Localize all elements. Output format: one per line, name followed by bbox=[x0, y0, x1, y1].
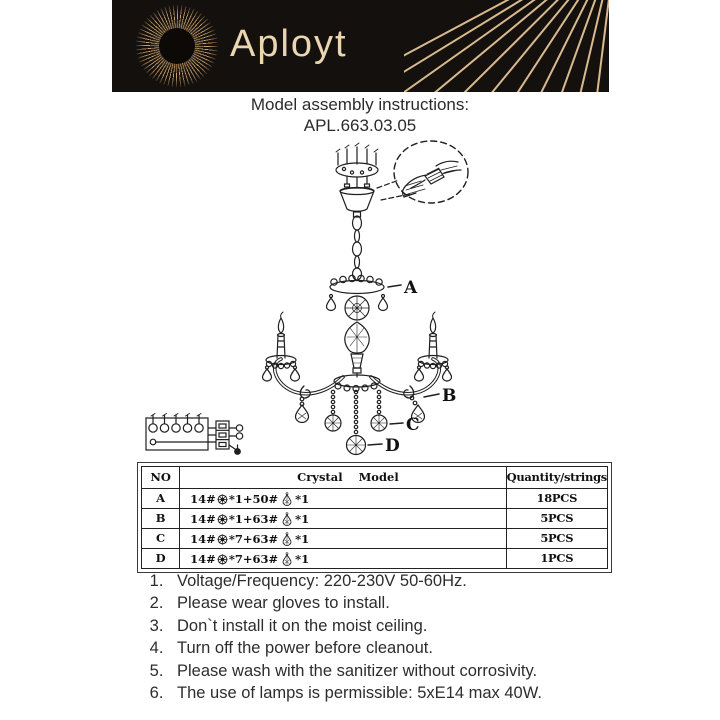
model-text: *1+50# bbox=[228, 491, 279, 506]
parts-table bbox=[141, 466, 608, 569]
brand-name: Aployt bbox=[230, 23, 348, 65]
row-qty: 5PCS bbox=[506, 509, 607, 529]
diagram-label-c: C bbox=[406, 415, 420, 435]
octagon-bead-crystal-icon bbox=[217, 514, 228, 525]
magnified-hands-wiring-detail bbox=[377, 141, 468, 203]
model-text: *7+63# bbox=[228, 531, 279, 546]
model-number: APL.663.03.05 bbox=[303, 116, 417, 135]
row-model bbox=[180, 489, 506, 509]
instruction-item: 6. The use of lamps is permissible: 5xE14 max 40W. bbox=[168, 682, 612, 704]
col-header-no: NO bbox=[142, 467, 180, 489]
instructions-list bbox=[138, 570, 612, 704]
table-row bbox=[142, 509, 608, 529]
teardrop-crystal-icon bbox=[282, 512, 292, 526]
teardrop-crystal-icon bbox=[282, 552, 292, 566]
title-block bbox=[0, 94, 720, 136]
row-model bbox=[180, 549, 506, 569]
row-model bbox=[180, 529, 506, 549]
row-qty: 1PCS bbox=[506, 549, 607, 569]
table-row bbox=[142, 489, 608, 509]
model-text: *1 bbox=[295, 511, 310, 526]
model-text: 14# bbox=[190, 511, 216, 526]
canopy bbox=[340, 188, 374, 218]
parts-table-frame bbox=[137, 462, 612, 573]
teardrop-crystal-icon bbox=[282, 532, 292, 546]
chandelier-assembly-diagram bbox=[128, 136, 532, 466]
instruction-item: 5. Please wash with the sanitizer without corrosivity. bbox=[168, 660, 612, 682]
label-leaders bbox=[368, 285, 439, 445]
brand-banner bbox=[112, 0, 609, 92]
instruction-item: 2. Please wear gloves to install. bbox=[168, 592, 612, 614]
table-header-row bbox=[142, 467, 608, 489]
teardrop-crystal-icon bbox=[282, 492, 292, 506]
diagram-label-b: B bbox=[442, 386, 457, 406]
row-no: D bbox=[142, 549, 180, 569]
row-qty: 18PCS bbox=[506, 489, 607, 509]
model-text: *7+63# bbox=[228, 551, 279, 566]
sunburst-logo-icon bbox=[136, 5, 218, 87]
row-qty: 5PCS bbox=[506, 529, 607, 549]
model-text: *1 bbox=[295, 491, 310, 506]
instruction-item: 3. Don`t install it on the moist ceiling. bbox=[168, 615, 612, 637]
model-text: 14# bbox=[190, 491, 216, 506]
row-no: C bbox=[142, 529, 180, 549]
octagon-bead-crystal-icon bbox=[217, 554, 228, 565]
right-candle bbox=[415, 312, 452, 381]
octagon-bead-crystal-icon bbox=[217, 494, 228, 505]
model-text: 14# bbox=[190, 531, 216, 546]
octagon-bead-crystal-icon bbox=[217, 534, 228, 545]
ceiling-mount-plate bbox=[336, 163, 378, 188]
model-text: *1 bbox=[295, 551, 310, 566]
left-candle bbox=[263, 312, 300, 381]
row-model bbox=[180, 509, 506, 529]
instruction-item: 1. Voltage/Frequency: 220-230V 50-60Hz. bbox=[168, 570, 612, 592]
gold-rays-decoration bbox=[404, 0, 609, 92]
terminal-block-wiring-diagram bbox=[146, 414, 243, 455]
model-text: 14# bbox=[190, 551, 216, 566]
chain bbox=[353, 216, 362, 280]
ceiling-wires bbox=[336, 143, 378, 165]
title-line: Model assembly instructions: bbox=[250, 95, 470, 114]
table-row bbox=[142, 529, 608, 549]
row-no: A bbox=[142, 489, 180, 509]
center-tray-strands bbox=[325, 375, 387, 455]
model-text: *1+63# bbox=[228, 511, 279, 526]
instruction-item: 4. Turn off the power before cleanout. bbox=[168, 637, 612, 659]
col-header-qty: Quantity/strings bbox=[506, 467, 607, 489]
center-column bbox=[345, 296, 369, 377]
model-text: *1 bbox=[295, 531, 310, 546]
row-no: B bbox=[142, 509, 180, 529]
diagram-label-a: A bbox=[404, 278, 418, 298]
table-row bbox=[142, 549, 608, 569]
diagram-label-d: D bbox=[385, 436, 400, 456]
instructions-section bbox=[138, 570, 612, 704]
col-header-model: Crystal Model bbox=[180, 467, 506, 489]
